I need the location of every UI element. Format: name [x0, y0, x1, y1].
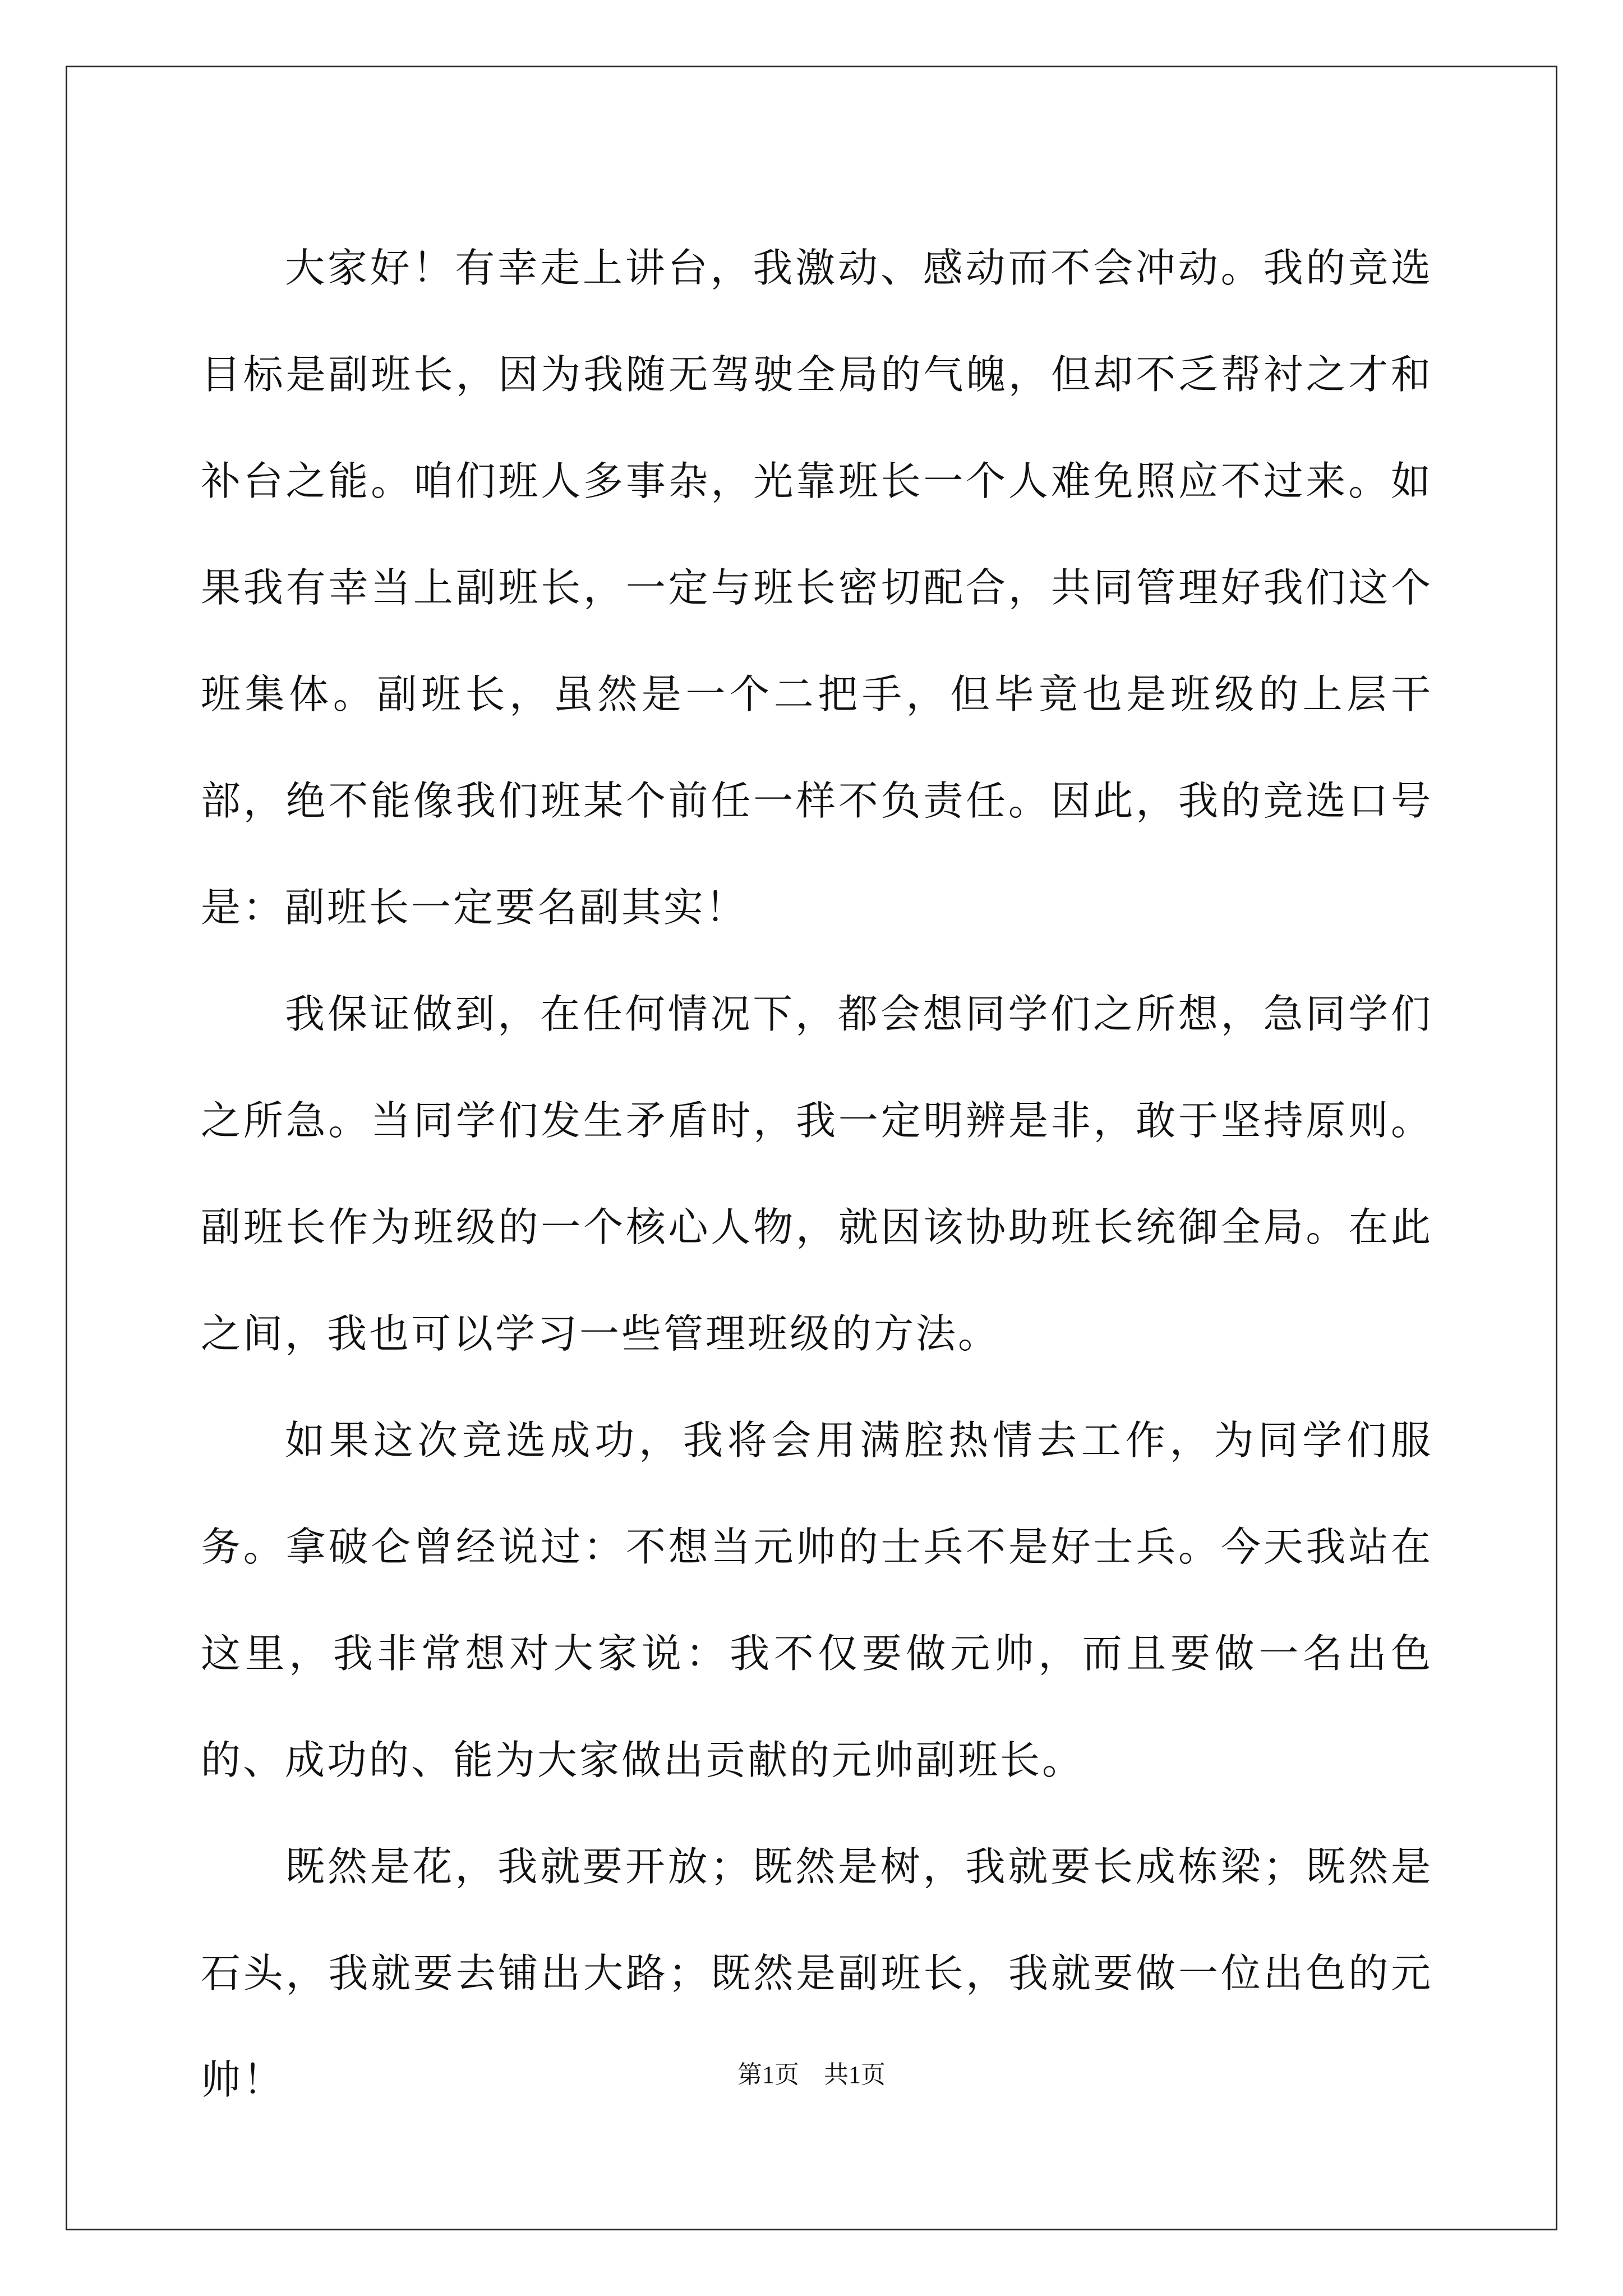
paragraph-1: 大家好！有幸走上讲台，我激动、感动而不会冲动。我的竞选目标是副班长，因为我随无驾驶全局的气魄，但却不乏帮衬之才和补台之能。咱们班人多事杂，光靠班长一个人难免照应不过来。如果我有幸当上副班长，一定与班长密切配合，共同管理好我们这个班集体。副班长，虽然是一个二把手，但毕竟也是班级的上层干部，绝不能像我们班某个前任一样不负责任。因此，我的竞选口号是：副班长一定要名副其实！ [201, 245, 1433, 931]
paragraph-4: 既然是花，我就要开放；既然是树，我就要长成栋梁；既然是石头，我就要去铺出大路；既然是副班长，我就要做一位出色的元帅！ [201, 1843, 1433, 2103]
paragraph-2: 我保证做到，在任何情况下，都会想同学们之所想，急同学们之所急。当同学们发生矛盾时，我一定明辨是非，敢于坚持原则。副班长作为班级的一个核心人物，就因该协助班长统御全局。在此之间，我也可以学习一些管理班级的方法。 [201, 991, 1433, 1357]
paragraph-3: 如果这次竞选成功，我将会用满腔热情去工作，为同学们服务。拿破仑曾经说过：不想当元帅的士兵不是好士兵。今天我站在这里，我非常想对大家说：我不仅要做元帅，而且要做一名出色的、成功的、能为大家做出贡献的元帅副班长。 [201, 1417, 1433, 1783]
page-number: 第1页 共1页 [737, 2061, 886, 2088]
document-body [201, 215, 1433, 2133]
